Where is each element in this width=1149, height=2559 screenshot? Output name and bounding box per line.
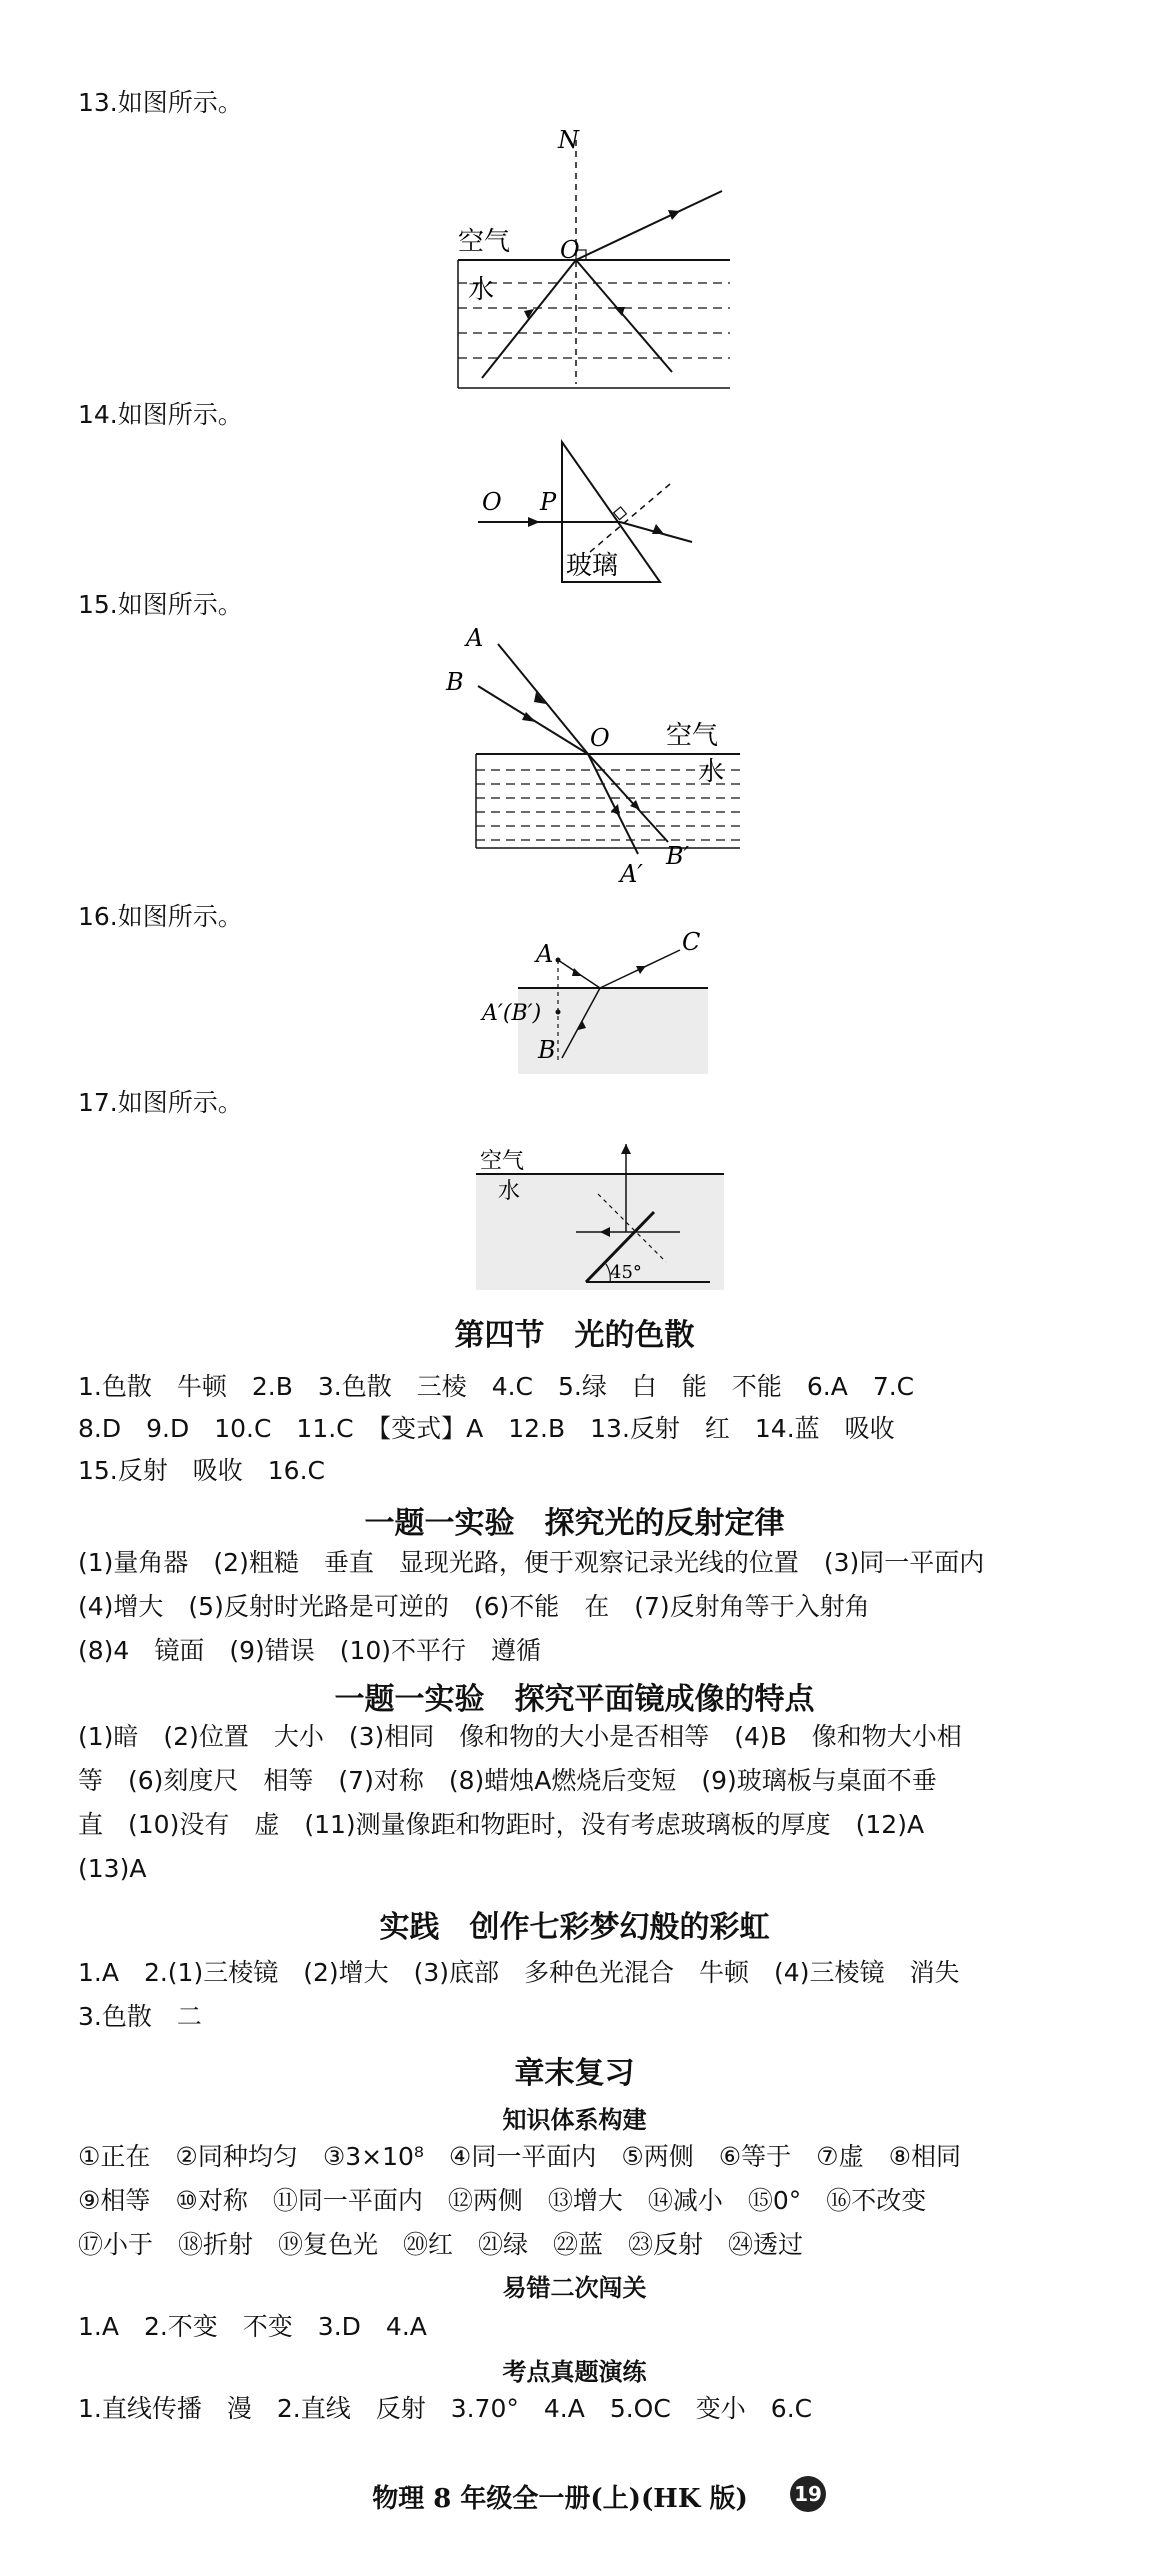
label-O: O bbox=[482, 488, 502, 516]
review-title: 章末复习 bbox=[514, 2056, 635, 2091]
label-air: 空气 bbox=[480, 1149, 525, 1174]
label-air: 空气 bbox=[666, 721, 719, 751]
experiment-1-title: 一题一实验 探究光的反射定律 bbox=[364, 1506, 785, 1541]
label-O: O bbox=[560, 236, 580, 264]
knowledge-line-1: ①正在 ②同种均匀 ③3×10⁸ ④同一平面内 ⑤两侧 ⑥等于 ⑦虚 ⑧相同 bbox=[78, 2142, 961, 2171]
mistakes-line: 1.A 2.不变 不变 3.D 4.A bbox=[78, 2312, 427, 2341]
mistakes-title: 易错二次闯关 bbox=[502, 2273, 647, 2302]
label-water: 水 bbox=[468, 275, 495, 305]
label-angle: 45° bbox=[610, 1262, 642, 1283]
experiment-2-line-4: (13)A bbox=[78, 1854, 147, 1883]
section-4-line-3: 15.反射 吸收 16.C bbox=[78, 1456, 325, 1485]
experiment-1-line-1: (1)量角器 (2)粗糙 垂直 显现光路，便于观察记录光线的位置 (3)同一平面内 bbox=[78, 1548, 985, 1577]
experiment-2-line-3: 直 (10)没有 虚 (11)测量像距和物距时，没有考虑玻璃板的厚度 (12)A bbox=[78, 1810, 925, 1839]
exam-line: 1.直线传播 漫 2.直线 反射 3.70° 4.A 5.OC 变小 6.C bbox=[78, 2394, 813, 2423]
section-4-line-2: 8.D 9.D 10.C 11.C 【变式】A 12.B 13.反射 红 14.蓝 吸收 bbox=[78, 1414, 895, 1443]
label-C: C bbox=[682, 930, 701, 956]
exam-title: 考点真题演练 bbox=[502, 2357, 647, 2386]
knowledge-line-2: ⑨相等 ⑩对称 ⑪同一平面内 ⑫两侧 ⑬增大 ⑭减小 ⑮0° ⑯不改变 bbox=[78, 2186, 927, 2215]
figure-15-refraction-diagram bbox=[440, 620, 750, 890]
practice-line-2: 3.色散 二 bbox=[78, 2002, 202, 2031]
label-water: 水 bbox=[498, 1179, 521, 1204]
label-N: N bbox=[558, 126, 579, 154]
label-O: O bbox=[590, 724, 610, 752]
knowledge-title: 知识体系构建 bbox=[502, 2105, 647, 2134]
question-13-label: 13.如图所示。 bbox=[78, 88, 243, 117]
label-A-prime-B-prime: A′(B′) bbox=[482, 1001, 542, 1026]
label-A-prime: A′ bbox=[620, 860, 643, 888]
page-number-badge: 19 bbox=[790, 2476, 826, 2512]
label-B-prime: B′ bbox=[666, 842, 690, 870]
label-glass: 玻璃 bbox=[566, 551, 619, 581]
figure-17-mirror-in-water-diagram bbox=[470, 1136, 740, 1296]
experiment-2-title: 一题一实验 探究平面镜成像的特点 bbox=[334, 1682, 815, 1717]
label-B: B bbox=[538, 1036, 556, 1064]
label-air: 空气 bbox=[458, 227, 511, 257]
footer-text: 物理 8 年级全一册(上)(HK 版) bbox=[372, 2484, 748, 2514]
experiment-1-line-2: (4)增大 (5)反射时光路是可逆的 (6)不能 在 (7)反射角等于入射角 bbox=[78, 1592, 870, 1621]
question-17-label: 17.如图所示。 bbox=[78, 1088, 243, 1117]
section-4-line-1: 1.色散 牛顿 2.B 3.色散 三棱 4.C 5.绿 白 能 不能 6.A 7.C bbox=[78, 1372, 915, 1401]
question-14-label: 14.如图所示。 bbox=[78, 400, 243, 429]
figure-13-refraction-diagram bbox=[450, 126, 730, 396]
question-15-label: 15.如图所示。 bbox=[78, 590, 243, 619]
knowledge-line-3: ⑰小于 ⑱折射 ⑲复色光 ⑳红 ㉑绿 ㉒蓝 ㉓反射 ㉔透过 bbox=[78, 2230, 804, 2259]
label-A: A bbox=[536, 940, 554, 968]
figure-14-prism-diagram bbox=[470, 436, 720, 596]
question-16-label: 16.如图所示。 bbox=[78, 902, 243, 931]
label-B: B bbox=[446, 668, 464, 696]
label-water: 水 bbox=[698, 757, 725, 787]
experiment-2-line-1: (1)暗 (2)位置 大小 (3)相同 像和物的大小是否相等 (4)B 像和物大小相 bbox=[78, 1722, 962, 1751]
label-P: P bbox=[540, 488, 557, 516]
figure-16-reflection-diagram bbox=[470, 930, 740, 1080]
label-A: A bbox=[466, 624, 484, 652]
practice-title: 实践 创作七彩梦幻般的彩虹 bbox=[379, 1910, 770, 1945]
practice-line-1: 1.A 2.(1)三棱镜 (2)增大 (3)底部 多种色光混合 牛顿 (4)三棱镜 消失 bbox=[78, 1958, 960, 1987]
experiment-2-line-2: 等 (6)刻度尺 相等 (7)对称 (8)蜡烛A燃烧后变短 (9)玻璃板与桌面不垂 bbox=[78, 1766, 937, 1795]
experiment-1-line-3: (8)4 镜面 (9)错误 (10)不平行 遵循 bbox=[78, 1636, 542, 1665]
section-4-title: 第四节 光的色散 bbox=[454, 1318, 695, 1353]
